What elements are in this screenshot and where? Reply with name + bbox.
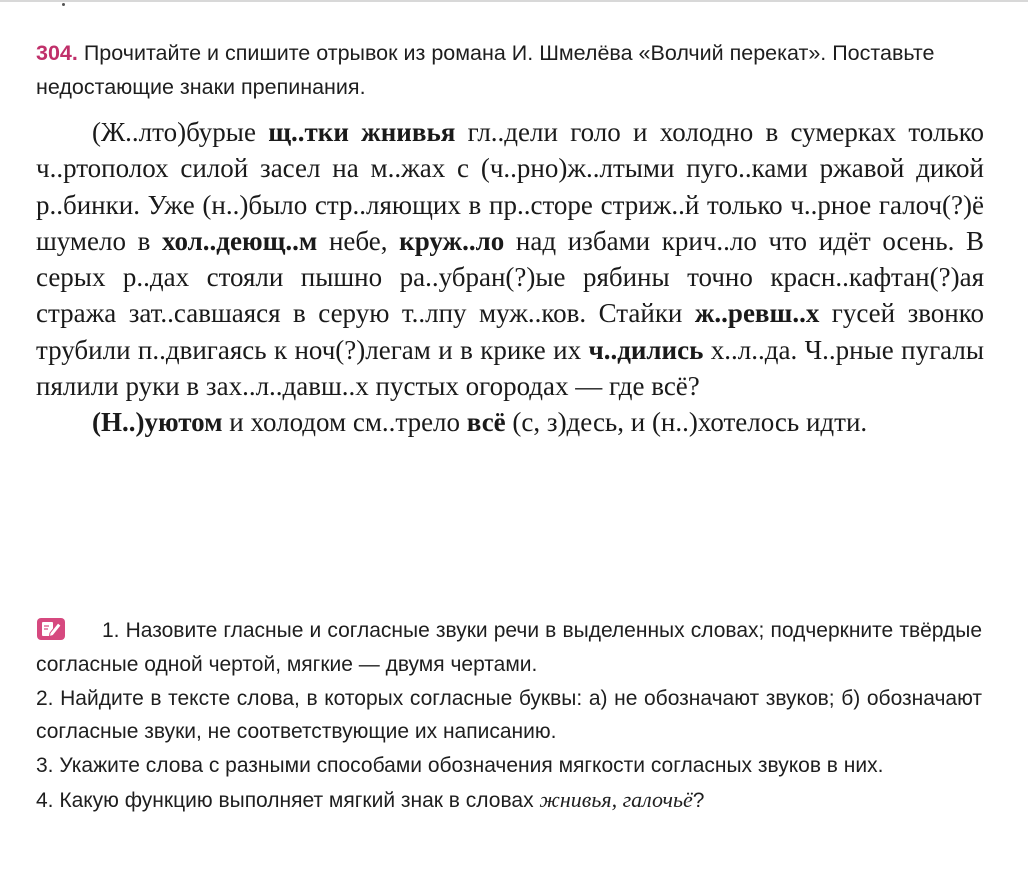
excerpt-paragraph-1 [36,114,984,404]
question-1 [36,614,982,682]
highlighted-word: всё [466,407,506,438]
text-run: (с, з)десь, и (н..)хотелось идти. [505,407,868,438]
text-run: над избами крич..ло что идёт осень. В серых р..дах стояли пышно ра..убран(?)ые рябины точно красн..кафтан(?)ая стража зат..савшаяся в серую т..лпу муж..ков. Стайки [36,225,984,329]
exercise-header [36,36,988,104]
highlighted-word: круж..ло [399,225,505,256]
question-4-suffix: ? [692,788,705,812]
question-4 [36,783,982,818]
question-3 [36,749,982,783]
pencil-notebook-icon [36,617,66,641]
question-2-text: 2. Найдите в тексте слова, в которых согласные буквы: а) не обозначают звуков; б) обозначают согласные звуки, не соответствующие их написанию. [36,686,982,744]
text-run: небе, [317,225,400,256]
question-2 [36,682,982,750]
excerpt-paragraph-2 [36,404,984,440]
question-4-words: жнивья, галочьё [539,786,693,812]
highlighted-word: ч..дились [588,334,704,365]
question-3-text: 3. Укажите слова с разными способами обозначения мягкости согласных звуков в них. [36,754,884,778]
text-run: гл..дели голо и холодно в сумерках только ч..ртополох силой засел на м..жах с (ч..рно)ж..лтыми пуго..ками ржавой дикой р..бинки. Уже (н..)было стр..ляющих в пр..сторе стриж..й только ч..рное галоч(?)ё шумело в [36,117,984,256]
questions-block [36,614,982,818]
text-run: и холодом см..трело [222,407,467,438]
text-run: гусей звонко трубили п..двигаясь к ноч(?)легам и в крике их [36,298,984,365]
question-1-text: 1. Назовите гласные и согласные звуки речи в выделенных словах; подчеркните твёрдые согласные одной чертой, мягкие — двумя чертами. [36,619,982,676]
exercise-instruction: Прочитайте и спишите отрывок из романа И. Шмелёва «Волчий перекат». Поставьте недостающие знаки препинания. [36,41,935,99]
exercise-number: 304. [36,41,78,65]
highlighted-word: хол..деющ..м [162,225,318,256]
question-4-prefix: 4. Какую функцию выполняет мягкий знак в словах [36,788,540,812]
text-run: х..л..да. Ч..рные пугалы пялили руки в зах..л..давш..х пустых огородах — где всё? [36,334,984,402]
literary-excerpt [36,114,984,441]
top-border [0,0,1028,2]
page-mark [62,3,65,6]
text-run: (Ж..лто)бурые [92,117,269,147]
highlighted-word: щ..тки жнивья [268,117,456,147]
highlighted-word: (Н..)уютом [92,407,223,438]
highlighted-word: ж..ревш..х [694,298,820,329]
